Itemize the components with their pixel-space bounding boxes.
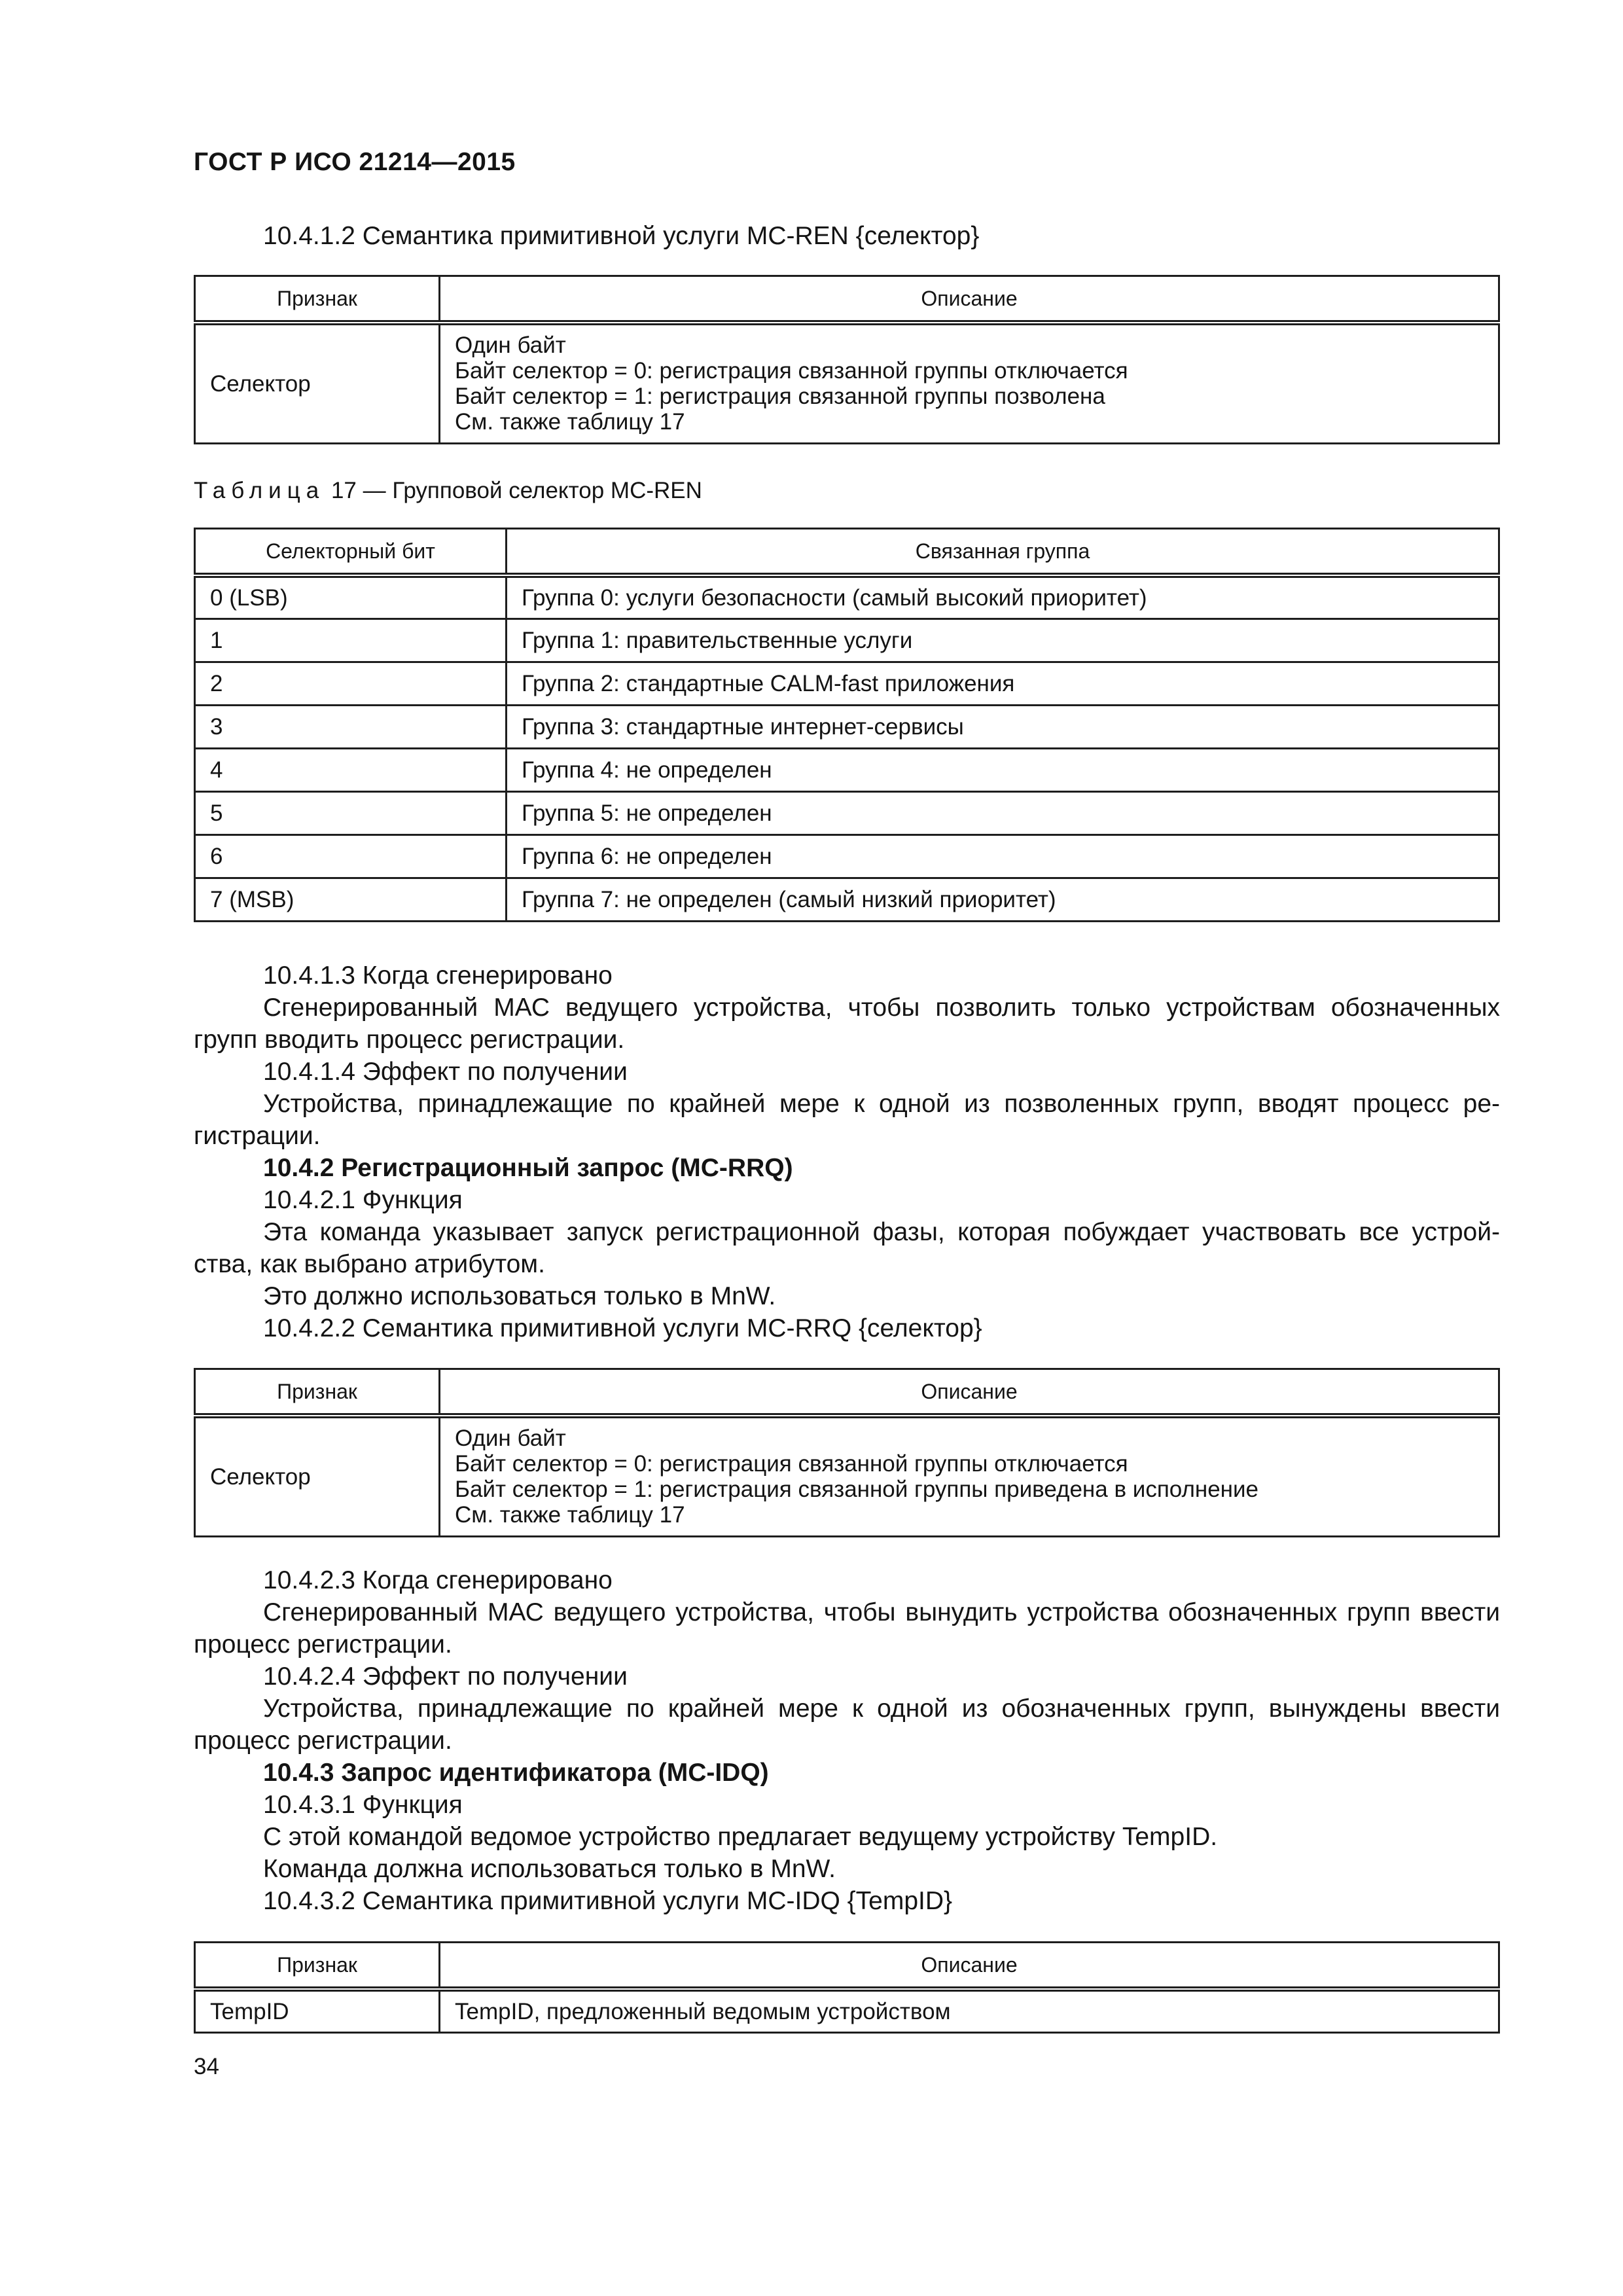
description-line: Байт селектор = 0: регистрация связанной группы отключается	[455, 358, 1128, 384]
body-text-block-1	[194, 960, 1500, 1344]
table-mc-rrq-semantics	[194, 1368, 1500, 1537]
column-header-description: Описание	[440, 1943, 1499, 1990]
column-header-selector-bit: Селекторный бит	[195, 529, 507, 576]
table-row	[195, 748, 1499, 791]
table-17-caption	[194, 478, 702, 504]
paragraph: Устройства, принадлежащие по крайней мере к одной из обозначенных групп, вынуждены ввести процесс регистрации.	[194, 1695, 1500, 1755]
section-heading-10-4-2-4: 10.4.2.4 Эффект по получении	[263, 1662, 628, 1691]
description-line: Один байт	[455, 332, 566, 359]
column-header-group: Связанная группа	[507, 529, 1499, 576]
section-heading-10-4-2-1: 10.4.2.1 Функция	[263, 1186, 463, 1214]
table-row	[195, 791, 1499, 834]
column-header-attribute: Признак	[195, 1943, 440, 1990]
paragraph: Команда должна использоваться только в MnW.	[263, 1855, 836, 1883]
group-cell: Группа 4: не определен	[507, 748, 1499, 791]
description-line: Байт селектор = 1: регистрация связанной группы приведена в исполнение	[455, 1477, 1259, 1503]
section-heading-10-4-1-3: 10.4.1.3 Когда сгенерировано	[263, 961, 613, 990]
group-cell: Группа 2: стандартные CALM-fast приложения	[507, 662, 1499, 705]
selector-bit-cell: 2	[195, 662, 507, 705]
selector-bit-cell: 6	[195, 834, 507, 878]
table-cell-attribute: Селектор	[195, 1416, 440, 1536]
section-heading-10-4-3-1: 10.4.3.1 Функция	[263, 1791, 463, 1819]
paragraph: Сгенерированный МАС ведущего устройства, чтобы позволить только устройствам обозначенных групп вводить процесс регистрации.	[194, 994, 1500, 1054]
group-cell: Группа 6: не определен	[507, 834, 1499, 878]
page-number: 34	[194, 2054, 219, 2079]
selector-bit-cell: 1	[195, 619, 507, 662]
description-line: Байт селектор = 1: регистрация связанной группы позволена	[455, 384, 1105, 410]
group-cell: Группа 7: не определен (самый низкий приоритет)	[507, 878, 1499, 921]
section-heading-10-4-1-4: 10.4.1.4 Эффект по получении	[263, 1058, 628, 1086]
paragraph: Сгенерированный МАС ведущего устройства, чтобы вынудить устройства обозначенных групп ввести процесс регистрации.	[194, 1598, 1500, 1659]
selector-bit-cell: 3	[195, 705, 507, 748]
table-cell-attribute: Селектор	[195, 323, 440, 443]
paragraph: Эта команда указывает запуск регистрационной фазы, которая побуждает участвовать все устрой-ства, как выбрано атрибутом.	[194, 1218, 1500, 1278]
selector-bit-cell: 4	[195, 748, 507, 791]
description-line: Один байт	[455, 1426, 566, 1452]
group-cell: Группа 3: стандартные интернет-сервисы	[507, 705, 1499, 748]
table-cell-description: TempID, предложенный ведомым устройством	[440, 1989, 1499, 2032]
paragraph: Это должно использоваться только в MnW.	[263, 1282, 776, 1310]
section-heading-10-4-2: 10.4.2 Регистрационный запрос (МС-RRQ)	[263, 1154, 793, 1182]
section-heading-10-4-2-3: 10.4.2.3 Когда сгенерировано	[263, 1566, 613, 1594]
table-17-group-selector	[194, 528, 1500, 922]
section-heading-10-4-3-2: 10.4.3.2 Семантика примитивной услуги МС-IDQ {TempID}	[263, 1887, 953, 1915]
document-header: ГОСТ Р ИСО 21214—2015	[194, 148, 516, 176]
group-cell: Группа 0: услуги безопасности (самый высокий приоритет)	[507, 575, 1499, 619]
selector-bit-cell: 7 (MSB)	[195, 878, 507, 921]
caption-word: Таблица	[194, 478, 325, 503]
selector-bit-cell: 0 (LSB)	[195, 575, 507, 619]
table-row	[195, 575, 1499, 619]
description-line: Байт селектор = 0: регистрация связанной группы отключается	[455, 1451, 1128, 1477]
column-header-description: Описание	[440, 276, 1499, 323]
paragraph: С этой командой ведомое устройство предлагает ведущему устройству TempID.	[263, 1823, 1218, 1851]
table-cell-description	[440, 1416, 1499, 1536]
group-cell: Группа 5: не определен	[507, 791, 1499, 834]
column-header-attribute: Признак	[195, 276, 440, 323]
section-heading-10-4-2-2: 10.4.2.2 Семантика примитивной услуги МС-RRQ {селектор}	[263, 1314, 982, 1342]
table-mc-idq-semantics	[194, 1941, 1500, 2034]
table-row	[195, 662, 1499, 705]
group-cell: Группа 1: правительственные услуги	[507, 619, 1499, 662]
paragraph: Устройства, принадлежащие по крайней мере к одной из позволенных групп, вводят процесс ре-гистрации.	[194, 1090, 1500, 1150]
description-line: См. также таблицу 17	[455, 409, 685, 435]
table-row	[195, 705, 1499, 748]
table-cell-attribute: TempID	[195, 1989, 440, 2032]
table-row	[195, 878, 1499, 921]
column-header-description: Описание	[440, 1369, 1499, 1416]
section-heading-10-4-1-2: 10.4.1.2 Семантика примитивной услуги МС-REN {селектор}	[263, 222, 980, 250]
description-line: См. также таблицу 17	[455, 1502, 685, 1528]
table-cell-description	[440, 323, 1499, 443]
section-heading-10-4-3: 10.4.3 Запрос идентификатора (МС-IDQ)	[263, 1759, 769, 1787]
caption-text: 17 — Групповой селектор МС-REN	[330, 478, 702, 503]
column-header-attribute: Признак	[195, 1369, 440, 1416]
table-row	[195, 619, 1499, 662]
table-mc-ren-semantics	[194, 275, 1500, 444]
selector-bit-cell: 5	[195, 791, 507, 834]
body-text-block-2	[194, 1564, 1500, 1917]
table-row	[195, 834, 1499, 878]
